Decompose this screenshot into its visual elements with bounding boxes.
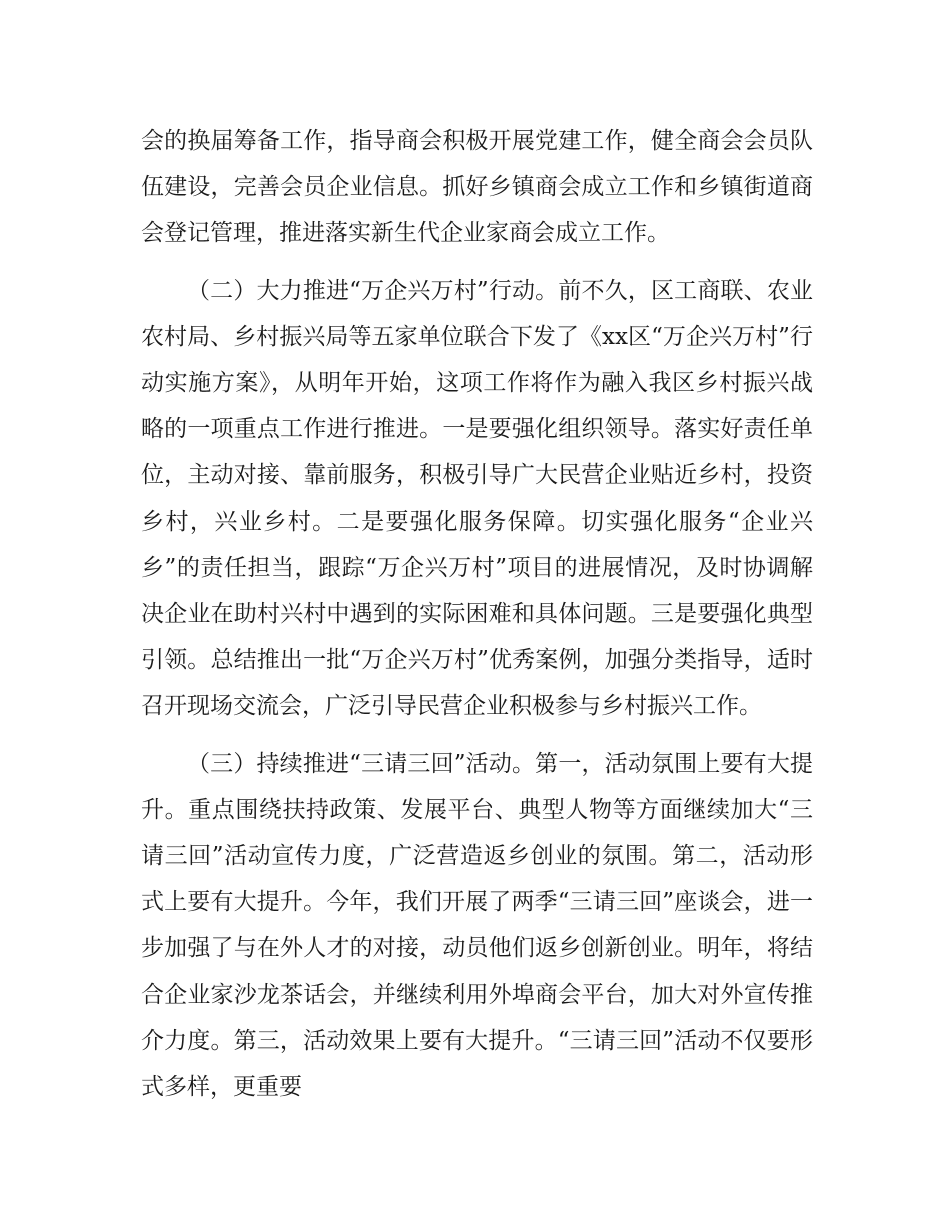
paragraph-section-three: （三）持续推进“三请三回”活动。第一，活动氛围上要有大提升。重点围绕扶持政策、发展平台、典型人物等方面继续加大“三请三回”活动宣传力度，广泛营造返乡创业的氛围。第二，活动形式上要有大提升。今年，我们开展了两季“三请三回”座谈会，进一步加强了与在外人才的对接，动员他们返乡创新创业。明年，将结合企业家沙龙茶话会，并继续利用外埠商会平台，加大对外宣传推介力度。第三，活动效果上要有大提升。“三请三回”活动不仅要形式多样，更重要 (141, 750, 813, 1101)
document-body (141, 118, 813, 1121)
paragraph-continuation: 会的换届筹备工作，指导商会积极开展党建工作，健全商会会员队伍建设，完善会员企业信息。抓好乡镇商会成立工作和乡镇街道商会登记管理，推进落实新生代企业家商会成立工作。 (141, 128, 813, 247)
paragraph-section-two: （二）大力推进“万企兴万村”行动。前不久，区工商联、农业农村局、乡村振兴局等五家单位联合下发了《xx区“万企兴万村”行动实施方案》，从明年开始，这项工作将作为融入我区乡村振兴战略的一项重点工作进行推进。一是要强化组织领导。落实好责任单位，主动对接、靠前服务，积极引导广大民营企业贴近乡村，投资乡村，兴业乡村。二是要强化服务保障。切实强化服务“企业兴乡”的责任担当，跟踪“万企兴万村”项目的进展情况，及时协调解决企业在助村兴村中遇到的实际困难和具体问题。三是要强化典型引领。总结推出一批“万企兴万村”优秀案例，加强分类指导，适时召开现场交流会，广泛引导民营企业积极参与乡村振兴工作。 (141, 277, 813, 720)
